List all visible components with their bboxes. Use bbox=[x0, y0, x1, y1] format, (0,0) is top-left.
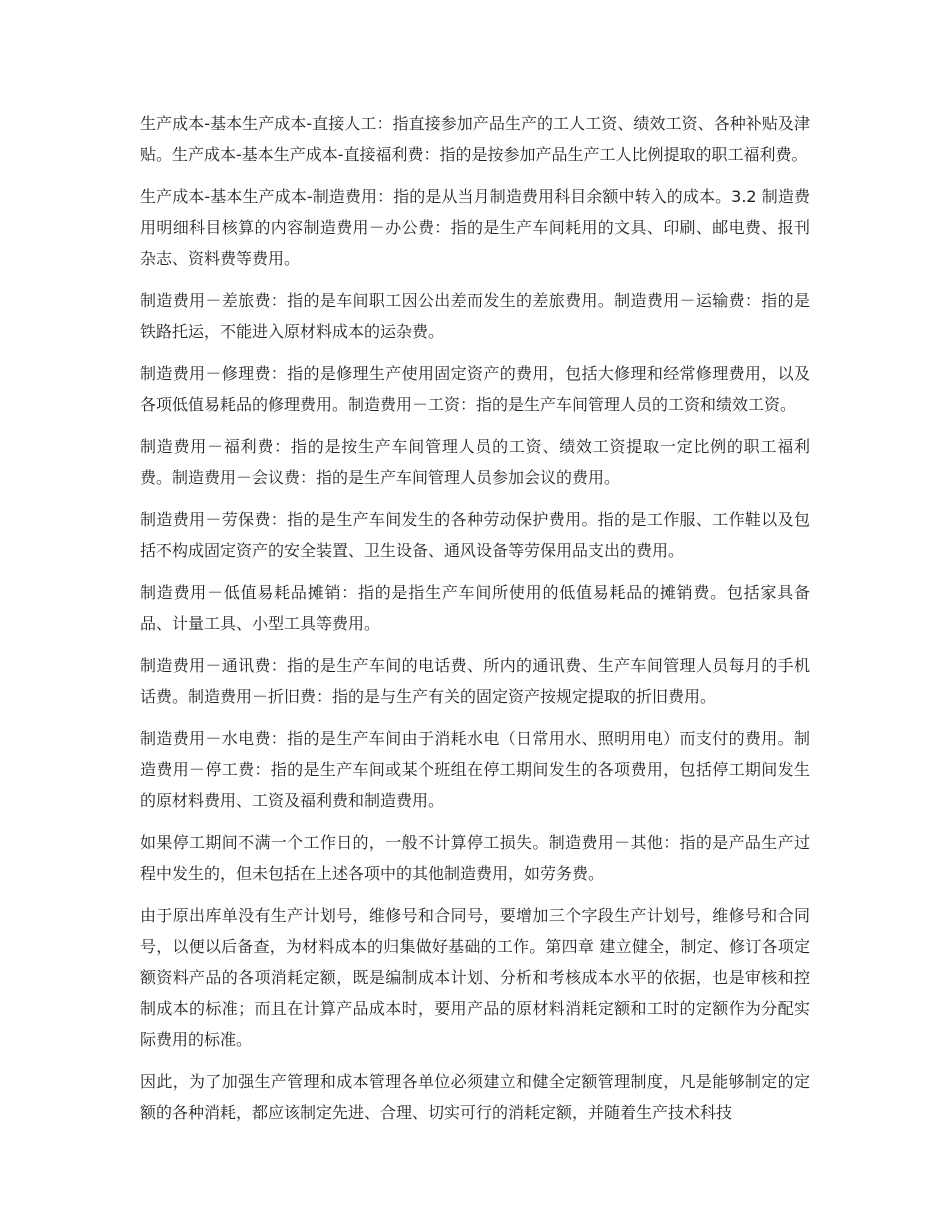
paragraph-shutdown-other: 如果停工期间不满一个工作日的，一般不计算停工损失。制造费用－其他：指的是产品生产过程中发生的，但未包括在上述各项中的其他制造费用，如劳务费。 bbox=[140, 833, 810, 883]
paragraph-chapter-four: 由于原出库单没有生产计划号，维修号和合同号，要增加三个字段生产计划号，维修号和合同号，以便以后备查，为材料成本的归集做好基础的工作。第四章 建立健全，制定、修订各项定额资料产品的各项消耗定额，既是编制成本计划、分析和考核成本水平的依据，也是审核和控制成本的标准；而且在计算产品成本时，要用产品的原材料消耗定额和工时的定额作为分配实际费用的标准。 bbox=[140, 906, 810, 1049]
paragraph-labor-protection: 制造费用－劳保费：指的是生产车间发生的各种劳动保护费用。指的是工作服、工作鞋以及包括不构成固定资产的安全装置、卫生设备、通风设备等劳保用品支出的费用。 bbox=[140, 510, 810, 560]
document-page bbox=[140, 108, 810, 1139]
paragraph-manufacturing-overhead: 生产成本-基本生产成本-制造费用：指的是从当月制造费用科目余额中转入的成本。3.2 制造费用明细科目核算的内容制造费用－办公费：指的是生产车间耗用的文具、印刷、邮电费、报刊杂志、资料费等费用。 bbox=[140, 187, 810, 268]
paragraph-travel-transport: 制造费用－差旅费：指的是车间职工因公出差而发生的差旅费用。制造费用－运输费：指的是铁路托运，不能进入原材料成本的运杂费。 bbox=[140, 291, 810, 341]
paragraph-direct-labor: 生产成本-基本生产成本-直接人工：指直接参加产品生产的工人工资、绩效工资、各种补贴及津贴。生产成本-基本生产成本-直接福利费：指的是按参加产品生产工人比例提取的职工福利费。 bbox=[140, 114, 810, 164]
paragraph-welfare-meeting: 制造费用－福利费：指的是按生产车间管理人员的工资、绩效工资提取一定比例的职工福利费。制造费用－会议费：指的是生产车间管理人员参加会议的费用。 bbox=[140, 437, 810, 487]
paragraph-utilities-shutdown: 制造费用－水电费：指的是生产车间由于消耗水电（日常用水、照明用电）而支付的费用。制造费用－停工费：指的是生产车间或某个班组在停工期间发生的各项费用，包括停工期间发生的原材料费用、工资及福利费和制造费用。 bbox=[140, 729, 810, 810]
paragraph-repair-wages: 制造费用－修理费：指的是修理生产使用固定资产的费用，包括大修理和经常修理费用，以及各项低值易耗品的修理费用。制造费用－工资：指的是生产车间管理人员的工资和绩效工资。 bbox=[140, 364, 810, 414]
paragraph-low-value-consumables: 制造费用－低值易耗品摊销：指的是指生产车间所使用的低值易耗品的摊销费。包括家具备品、计量工具、小型工具等费用。 bbox=[140, 583, 810, 633]
paragraph-communication-depreciation: 制造费用－通讯费：指的是生产车间的电话费、所内的通讯费、生产车间管理人员每月的手机话费。制造费用－折旧费：指的是与生产有关的固定资产按规定提取的折旧费用。 bbox=[140, 656, 810, 706]
paragraph-quota-management: 因此，为了加强生产管理和成本管理各单位必须建立和健全定额管理制度，凡是能够制定的定额的各种消耗，都应该制定先进、合理、切实可行的消耗定额，并随着生产技术科技 bbox=[140, 1072, 810, 1122]
